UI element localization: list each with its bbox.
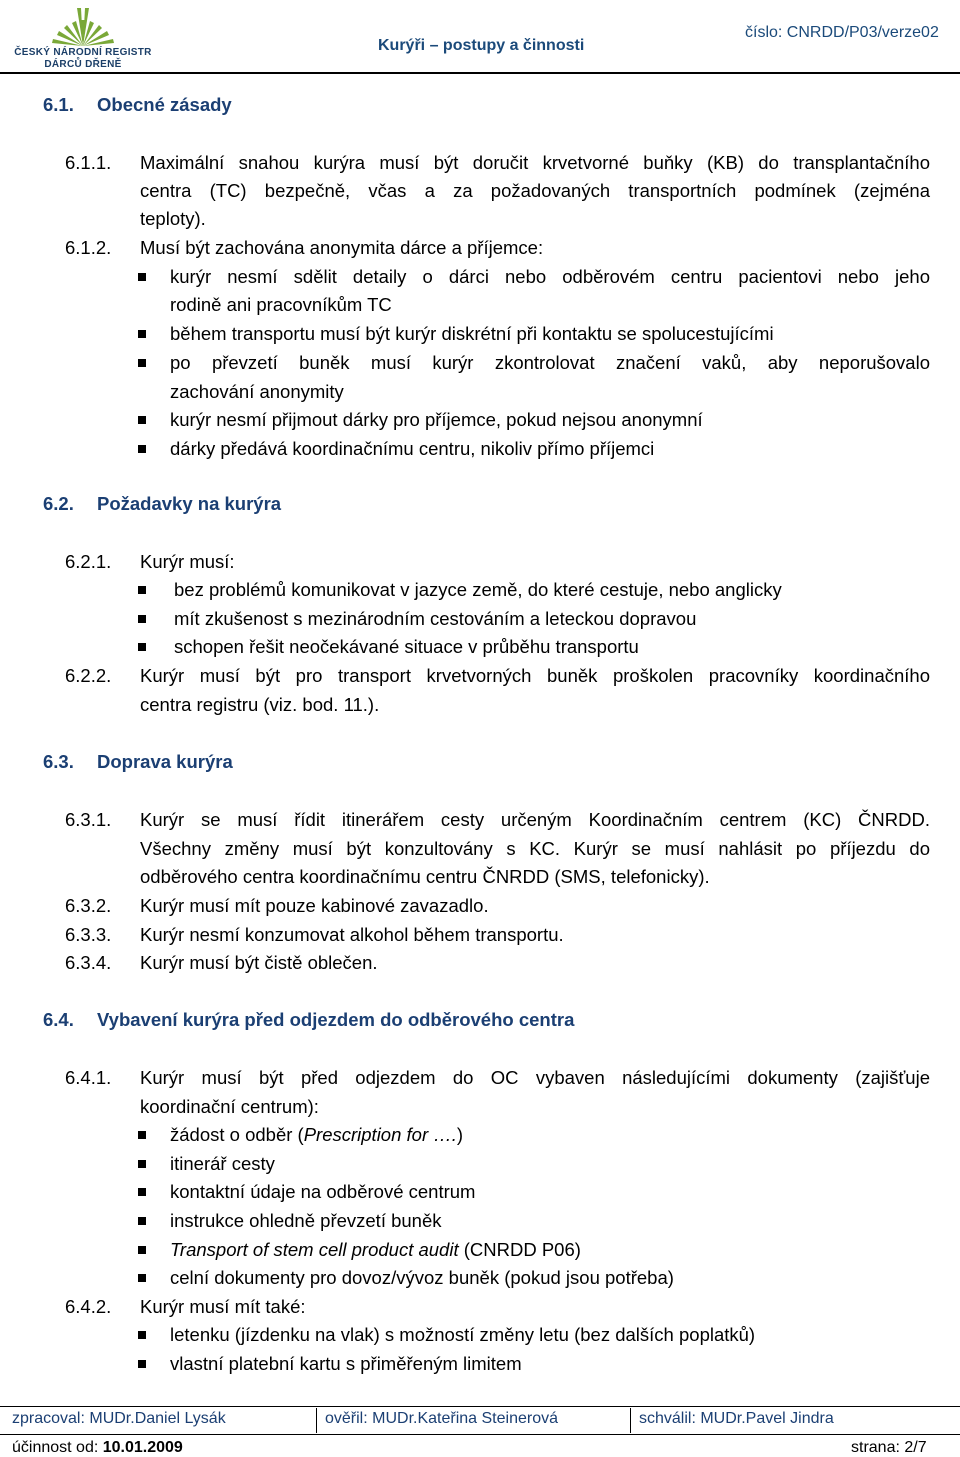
bullet-6-4-1-5-text: (CNRDD P06) <box>458 1239 581 1260</box>
para-6-1-1-number: 6.1.1. <box>65 152 112 173</box>
section-6-1-number: 6.1. <box>43 94 74 115</box>
bullet-square-icon <box>138 330 146 338</box>
para-6-3-3-text: Kurýr nesmí konzumovat alkohol během transportu. <box>140 924 564 945</box>
para-6-3-4-number: 6.3.4. <box>65 952 112 973</box>
footer-page-number: strana: 2/7 <box>851 1439 927 1456</box>
bullet-square-icon <box>138 615 146 623</box>
footer-effective-date: 10.01.2009 <box>102 1439 183 1456</box>
para-6-3-2-text: Kurýr musí mít pouze kabinové zavazadlo. <box>140 895 489 916</box>
bullet-square-icon <box>138 643 146 651</box>
para-6-3-1-number: 6.3.1. <box>65 809 112 830</box>
para-6-3-4-text: Kurýr musí být čistě oblečen. <box>140 952 378 973</box>
logo-line-1: ČESKÝ NÁRODNÍ REGISTR <box>14 47 152 58</box>
bullet-square-icon <box>138 1331 146 1339</box>
footer-approved-by: schválil: MUDr.Pavel Jindra <box>639 1410 834 1427</box>
bullet-6-1-2-1-line-1: kurýr nesmí sdělit detaily o dárci nebo odběrovém centru pacientovi nebo jeho <box>170 266 930 287</box>
bullet-6-4-1-4: instrukce ohledně převzetí buněk <box>170 1210 442 1231</box>
bullet-square-icon <box>138 586 146 594</box>
bullet-square-icon <box>138 1274 146 1282</box>
bullet-6-2-1-1: bez problémů komunikovat v jazyce země, do které cestuje, nebo anglicky <box>174 579 782 600</box>
bullet-6-2-1-2: mít zkušenost s mezinárodním cestováním a leteckou dopravou <box>174 608 697 629</box>
registry-logo <box>8 2 158 70</box>
bullet-6-1-2-4: kurýr nesmí přijmout dárky pro příjemce, pokud nejsou anonymní <box>170 409 703 430</box>
bullet-square-icon <box>138 1360 146 1368</box>
para-6-4-2-text: Kurýr musí mít také: <box>140 1296 306 1317</box>
bullet-square-icon <box>138 1188 146 1196</box>
footer-prepared-by: zpracoval: MUDr.Daniel Lysák <box>12 1410 226 1427</box>
bullet-6-2-1-3: schopen řešit neočekávané situace v průběhu transportu <box>174 636 639 657</box>
para-6-2-2-number: 6.2.2. <box>65 665 112 686</box>
para-6-4-1-number: 6.4.1. <box>65 1067 112 1088</box>
bullet-6-4-1-1-close: ) <box>456 1124 464 1145</box>
para-6-2-2-line-2: centra registru (viz. bod. 11.). <box>140 694 380 715</box>
footer-verified-by: ověřil: MUDr.Kateřina Steinerová <box>325 1410 558 1427</box>
para-6-1-2-number: 6.1.2. <box>65 237 112 258</box>
para-6-3-2-number: 6.3.2. <box>65 895 112 916</box>
section-6-2-title: Požadavky na kurýra <box>97 493 282 514</box>
para-6-4-1-line-2: koordinační centrum): <box>140 1096 319 1117</box>
section-6-1-title: Obecné zásady <box>97 94 232 115</box>
sunburst-logo-icon <box>8 2 158 50</box>
para-6-3-3-number: 6.3.3. <box>65 924 112 945</box>
para-6-4-1-line-1: Kurýr musí být před odjezdem do OC vybaven následujícími dokumenty (zajišťuje <box>140 1067 930 1088</box>
para-6-2-2-line-1: Kurýr musí být pro transport krvetvorných buněk proškolen pracovníky koordinačního <box>140 665 930 686</box>
bullet-6-4-1-3: kontaktní údaje na odběrové centrum <box>170 1181 476 1202</box>
bullet-square-icon <box>138 1160 146 1168</box>
para-6-2-1-text: Kurýr musí: <box>140 551 235 572</box>
section-6-2-number: 6.2. <box>43 493 74 514</box>
bullet-square-icon <box>138 1131 146 1139</box>
footer-rule-bottom <box>0 1434 960 1435</box>
para-6-3-1-line-2: Všechny změny musí být konzultovány s KC. Kurýr se musí nahlásit po příjezdu do <box>140 838 930 859</box>
bullet-6-4-1-1-text: žádost o odběr ( <box>170 1124 304 1145</box>
para-6-1-2-text: Musí být zachována anonymita dárce a příjemce: <box>140 237 544 258</box>
bullet-square-icon <box>138 445 146 453</box>
bullet-6-4-1-6: celní dokumenty pro dovoz/vývoz buněk (pokud jsou potřeba) <box>170 1267 674 1288</box>
para-6-4-2-number: 6.4.2. <box>65 1296 112 1317</box>
section-6-3-title: Doprava kurýra <box>97 751 233 772</box>
bullet-square-icon <box>138 273 146 281</box>
bullet-6-1-2-1-line-2: rodině ani pracovníkům TC <box>170 294 392 315</box>
page-header <box>0 0 960 74</box>
bullet-6-1-2-3-line-1: po převzetí buněk musí kurýr zkontrolovat značení vaků, aby neporušovalo <box>170 352 930 373</box>
bullet-square-icon <box>138 359 146 367</box>
para-6-1-1-line-1: Maximální snahou kurýra musí být doručit krvetvorné buňky (KB) do transplantačního <box>140 152 930 173</box>
bullet-square-icon <box>138 1246 146 1254</box>
footer-effective <box>12 1439 183 1457</box>
para-6-1-1-line-3: teploty). <box>140 208 206 229</box>
footer-rule <box>0 1406 960 1407</box>
bullet-square-icon <box>138 416 146 424</box>
para-6-3-1-line-1: Kurýr se musí řídit itinerářem cesty určeným Koordinačním centrem (KC) ČNRDD. <box>140 809 930 830</box>
footer-divider <box>316 1408 317 1433</box>
bullet-6-4-1-2: itinerář cesty <box>170 1153 275 1174</box>
section-6-4-number: 6.4. <box>43 1009 74 1030</box>
bullet-6-4-2-2: vlastní platební kartu s přiměřeným limitem <box>170 1353 522 1374</box>
bullet-square-icon <box>138 1217 146 1225</box>
bullet-6-1-2-3-line-2: zachování anonymity <box>170 381 344 402</box>
bullet-6-4-1-1 <box>170 1124 463 1146</box>
bullet-6-4-1-5 <box>170 1239 581 1261</box>
section-6-3-number: 6.3. <box>43 751 74 772</box>
footer-effective-label: účinnost od: <box>12 1439 103 1456</box>
bullet-6-4-2-1: letenku (jízdenku na vlak) s možností změny letu (bez dalších poplatků) <box>170 1324 756 1345</box>
document-title: Kurýři – postupy a činnosti <box>378 37 585 54</box>
bullet-6-1-2-5: dárky předává koordinačnímu centru, nikoliv přímo příjemci <box>170 438 655 459</box>
logo-line-2: DÁRCŮ DŘENĚ <box>44 59 122 70</box>
bullet-6-4-1-5-italic: Transport of stem cell product audit <box>170 1239 459 1260</box>
para-6-3-1-line-3: odběrového centra koordinačnímu centru ČNRDD (SMS, telefonicky). <box>140 866 710 887</box>
para-6-2-1-number: 6.2.1. <box>65 551 112 572</box>
para-6-1-1-line-2: centra (TC) bezpečně, včas a za požadovaných transportních podmínek (zejména <box>140 180 930 201</box>
bullet-6-1-2-2: během transportu musí být kurýr diskrétní při kontaktu se spolucestujícími <box>170 323 774 344</box>
bullet-6-4-1-1-italic: Prescription for …. <box>303 1124 457 1145</box>
document-number: číslo: CNRDD/P03/verze02 <box>745 24 939 41</box>
footer-divider <box>630 1408 631 1433</box>
section-6-4-title: Vybavení kurýra před odjezdem do odběrového centra <box>97 1009 575 1030</box>
